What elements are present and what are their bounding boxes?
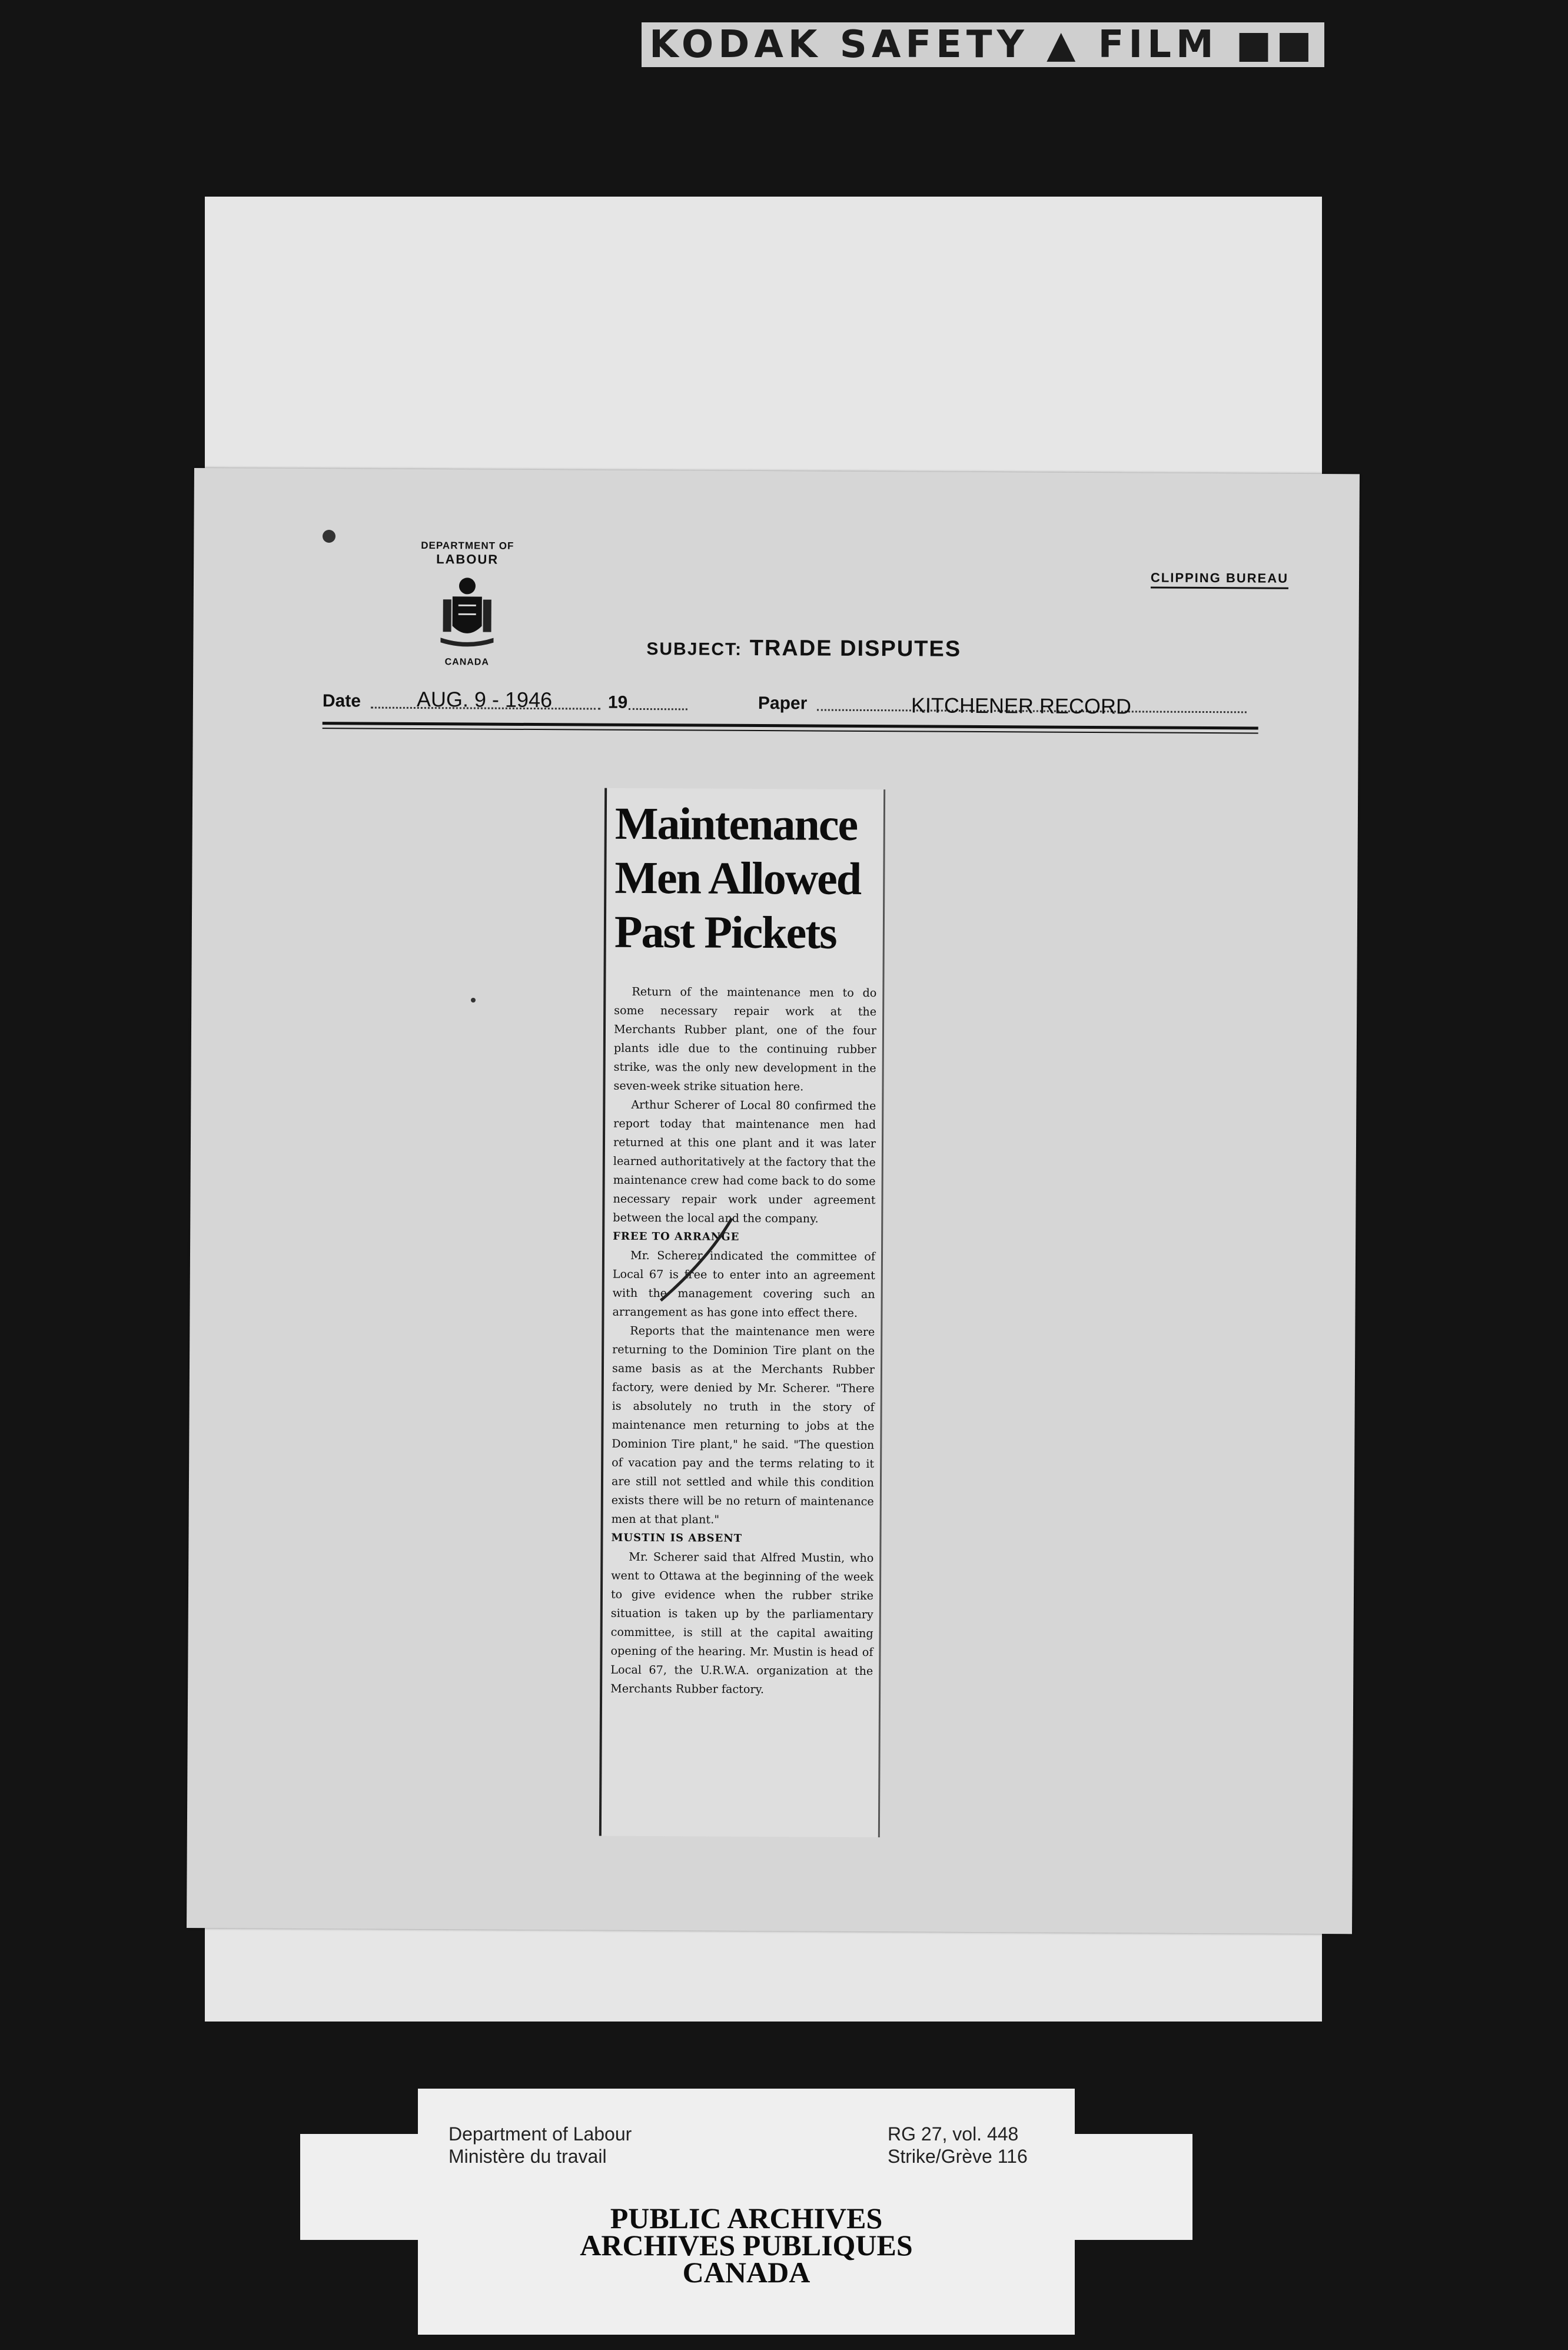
department-block <box>405 540 529 668</box>
archives-line-country: CANADA <box>682 2256 810 2289</box>
subject-label: SUBJECT: <box>646 639 743 659</box>
paper-label: Paper <box>758 693 808 713</box>
department-line1: DEPARTMENT OF <box>421 540 514 552</box>
article-paragraph: Reports that the maintenance men were returning to the Dominion Tire plant on the same basis as at the Merchants Rubber factory, were denied by Mr. Scherer. "There is absolutely no truth in the story of maintenance men returning to jobs at the Dominion Tire plant," he said. "The question of vacation pay and the terms relating to it are still not settled and while this condition exists there will be no return of maintenance men at that plant." <box>611 1323 875 1526</box>
date-paper-line <box>323 686 1247 717</box>
archive-dept-block <box>449 2123 632 2168</box>
film-edge-marking: KODAK SAFETY ▲ FILM ■■ <box>642 22 1324 67</box>
pen-stroke-mark <box>637 1212 756 1307</box>
year-dotted-line <box>629 708 687 711</box>
date-value: AUG. 9 - 1946 <box>416 686 553 712</box>
coat-of-arms-icon <box>434 573 500 650</box>
article-paragraph: Mr. Scherer said that Alfred Mustin, who went to Ottawa at the beginning of the week to give evidence when the rubber strike situation is taken up by the parliamentary committee, is still at the capital awaiting opening of the hearing. Mr. Mustin is head of Local 67, the U.R.W.A. organization at the Merchants Rubber factory. <box>610 1549 874 1697</box>
article-paragraph: Return of the maintenance men to do some necessary repair work at the Merchants Rubber plant, one of the four plants idle due to the continuing rubber strike, was the only new development in the seven-week strike situation here. <box>613 984 877 1094</box>
date-year-prefix: 19 <box>607 692 628 712</box>
article-subhead: MUSTIN IS ABSENT <box>611 1531 743 1545</box>
clipping-form <box>187 468 1360 1934</box>
label-right-tab <box>1075 2134 1192 2240</box>
label-left-tab <box>300 2134 418 2240</box>
paper-value: KITCHENER RECORD <box>911 693 1132 719</box>
archive-dept-fr: Ministère du travail <box>449 2146 607 2167</box>
article-subhead: FREE TO ARRANGE <box>613 1230 740 1243</box>
department-line2: LABOUR <box>436 552 499 567</box>
article-body <box>602 983 882 1700</box>
article-paragraph: Arthur Scherer of Local 80 confirmed the report today that maintenance men had returned at this one plant and it was later learned authoritatively at the factory that the maintenance crew had come back to do some necessary repair work under agreement between the local and the company. <box>613 1097 876 1226</box>
headline-line: Men Allowed <box>614 851 861 904</box>
archives-line-fr: ARCHIVES PUBLIQUES <box>580 2229 913 2262</box>
subject-line <box>646 635 961 662</box>
headline-line: Maintenance <box>614 797 858 850</box>
newspaper-clipping <box>599 788 885 1837</box>
article-paragraph: Mr. Scherer indicated the committee of Local 67 is free to enter into an agreement with the management covering such an arrangement as has gone into effect there. <box>612 1248 876 1320</box>
staple-mark <box>323 530 335 543</box>
archives-line-en: PUBLIC ARCHIVES <box>610 2202 883 2235</box>
archive-volume: RG 27, vol. 448 <box>888 2123 1019 2145</box>
clipping-bureau-label: CLIPPING BUREAU <box>1151 570 1288 589</box>
archives-stamp <box>418 2202 1075 2289</box>
department-line3: CANADA <box>444 657 489 668</box>
date-label: Date <box>322 691 361 711</box>
subject-value: TRADE DISPUTES <box>749 635 962 662</box>
archive-dept-en: Department of Labour <box>449 2123 632 2145</box>
archive-reference-block <box>888 2123 1028 2168</box>
headline <box>606 788 884 960</box>
headline-line: Past Pickets <box>614 905 836 958</box>
archive-strike-number: Strike/Grève 116 <box>888 2146 1028 2167</box>
dust-speck <box>471 998 476 1003</box>
